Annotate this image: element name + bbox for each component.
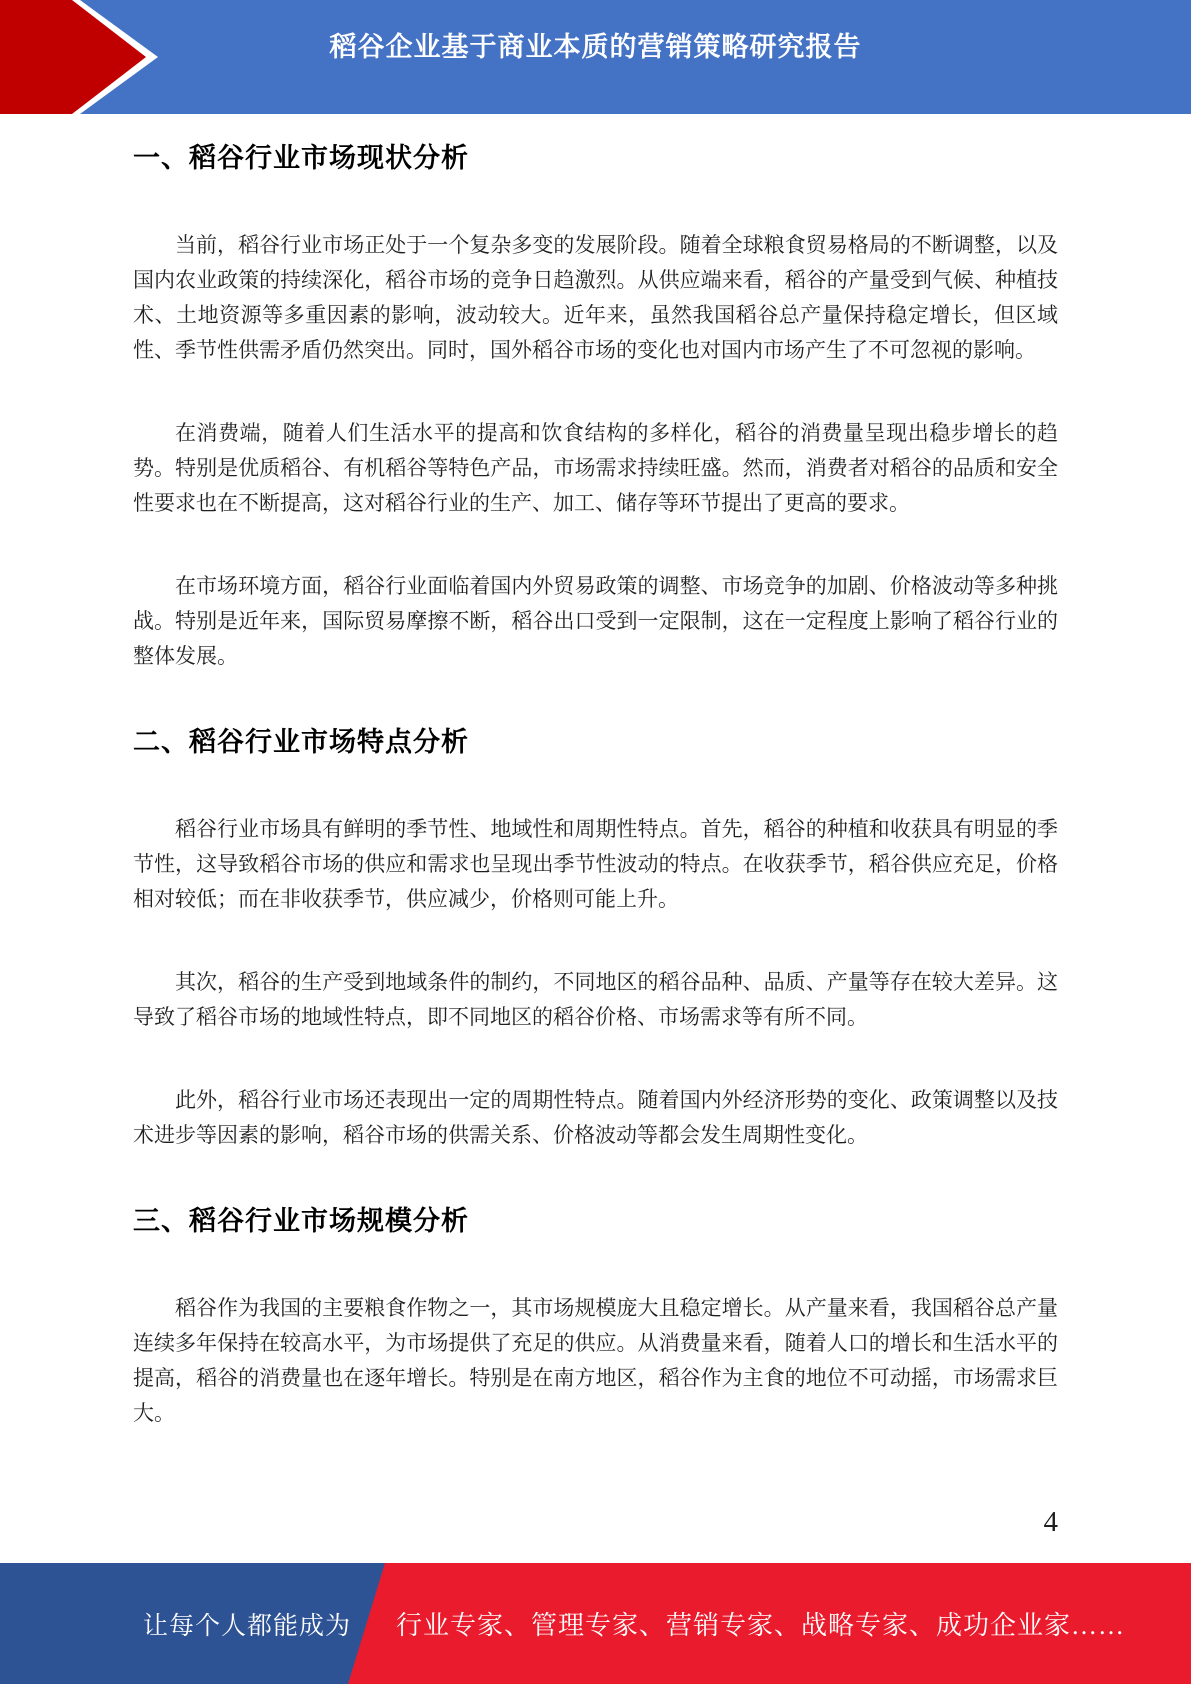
body-paragraph: 此外，稻谷行业市场还表现出一定的周期性特点。随着国内外经济形势的变化、政策调整以及技术进步等因素的影响，稻谷市场的供需关系、价格波动等都会发生周期性变化。 <box>133 1088 1058 1147</box>
section-1-heading: 一、稻谷行业市场现状分析 <box>133 143 469 173</box>
section-2-heading: 二、稻谷行业市场特点分析 <box>133 727 469 757</box>
footer-slogan-left: 让每个人都能成为 <box>143 1612 352 1640</box>
footer-banner <box>0 1563 1191 1684</box>
body-paragraph: 其次，稻谷的生产受到地域条件的制约，不同地区的稻谷品种、品质、产量等存在较大差异。这导致了稻谷市场的地域性特点，即不同地区的稻谷价格、市场需求等有所不同。 <box>133 970 1058 1029</box>
section-3 <box>133 1203 1058 1431</box>
body-paragraph: 稻谷行业市场具有鲜明的季节性、地域性和周期性特点。首先，稻谷的种植和收获具有明显的季节性，这导致稻谷市场的供应和需求也呈现出季节性波动的特点。在收获季节，稻谷供应充足，价格相对较低；而在非收获季节，供应减少，价格则可能上升。 <box>133 817 1058 911</box>
header-banner <box>0 0 1191 114</box>
section-3-heading: 三、稻谷行业市场规模分析 <box>133 1206 469 1236</box>
footer-slogan-right: 行业专家、管理专家、营销专家、战略专家、成功企业家…… <box>396 1611 1126 1640</box>
body-paragraph: 稻谷作为我国的主要粮食作物之一，其市场规模庞大且稳定增长。从产量来看，我国稻谷总产量连续多年保持在较高水平，为市场提供了充足的供应。从消费量来看，随着人口的增长和生活水平的提高，稻谷的消费量也在逐年增长。特别是在南方地区，稻谷作为主食的地位不可动摇，市场需求巨大。 <box>133 1296 1058 1425</box>
body-paragraph: 在消费端，随着人们生活水平的提高和饮食结构的多样化，稻谷的消费量呈现出稳步增长的趋势。特别是优质稻谷、有机稻谷等特色产品，市场需求持续旺盛。然而，消费者对稻谷的品质和安全性要求也在不断提高，这对稻谷行业的生产、加工、储存等环节提出了更高的要求。 <box>133 421 1058 515</box>
page-number: 4 <box>1043 1506 1058 1538</box>
body-paragraph: 当前，稻谷行业市场正处于一个复杂多变的发展阶段。随着全球粮食贸易格局的不断调整，以及国内农业政策的持续深化，稻谷市场的竞争日趋激烈。从供应端来看，稻谷的产量受到气候、种植技术、土地资源等多重因素的影响，波动较大。近年来，虽然我国稻谷总产量保持稳定增长，但区域性、季节性供需矛盾仍然突出。同时，国外稻谷市场的变化也对国内市场产生了不可忽视的影响。 <box>133 233 1058 362</box>
section-1 <box>133 140 1058 674</box>
content <box>133 140 1058 1431</box>
section-2 <box>133 724 1058 1153</box>
report-title: 稻谷企业基于商业本质的营销策略研究报告 <box>329 32 862 62</box>
body-paragraph: 在市场环境方面，稻谷行业面临着国内外贸易政策的调整、市场竞争的加剧、价格波动等多种挑战。特别是近年来，国际贸易摩擦不断，稻谷出口受到一定限制，这在一定程度上影响了稻谷行业的整体发展。 <box>133 574 1058 668</box>
